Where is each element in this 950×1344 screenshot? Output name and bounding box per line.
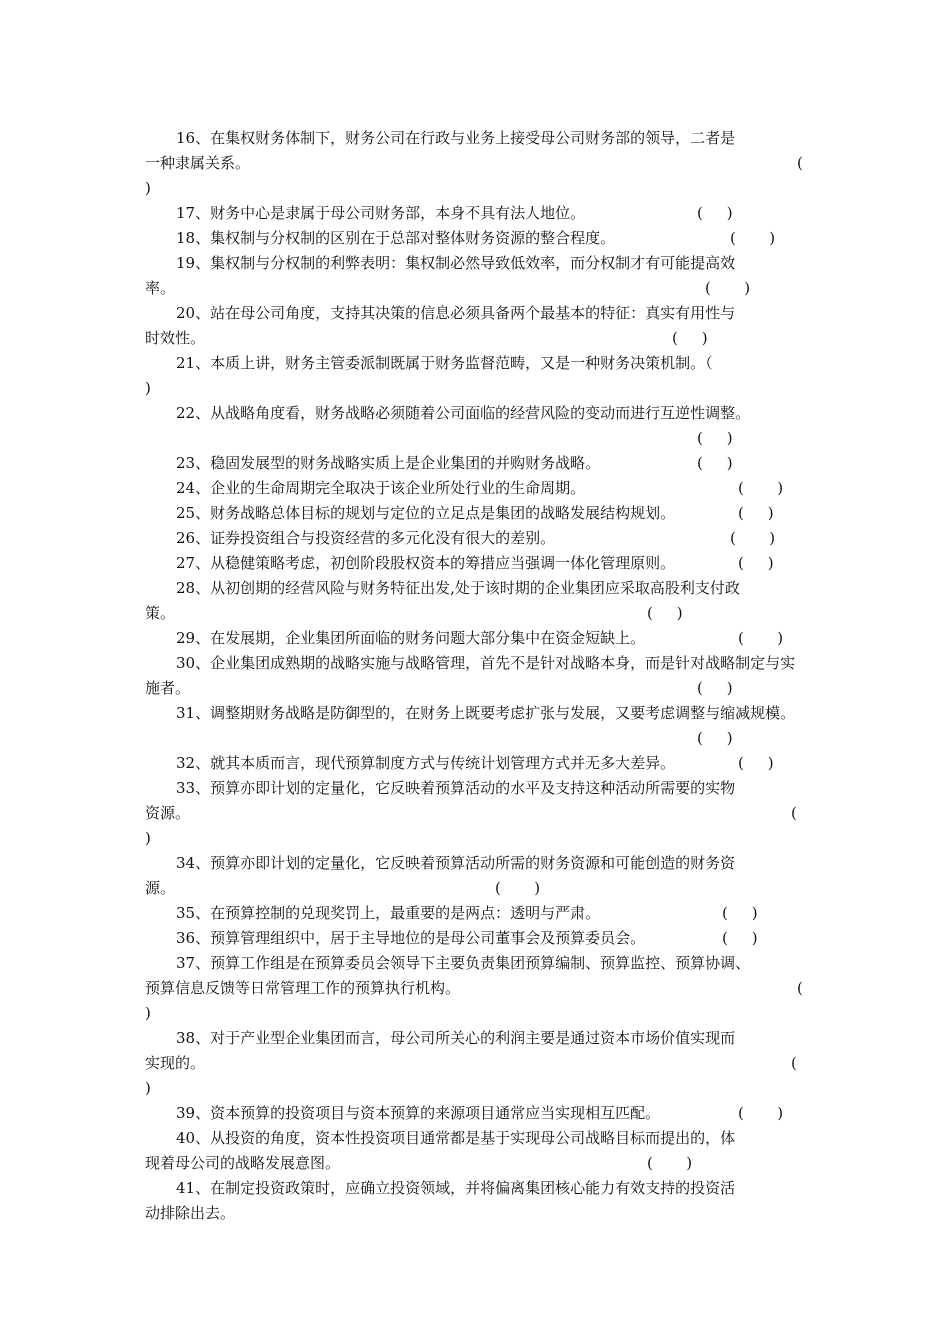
text-line: 38、对于产业型企业集团而言，母公司所关心的利润主要是通过资本市场价值实现而 bbox=[176, 1029, 736, 1047]
text-line: 23、稳固发展型的财务战略实质上是企业集团的并购财务战略。 bbox=[176, 454, 601, 472]
answer-bracket: ( ) bbox=[697, 204, 733, 222]
text-line: 一种隶属关系。 bbox=[145, 154, 251, 172]
answer-bracket: ( ) bbox=[495, 879, 541, 897]
text-line: 时效性。 bbox=[145, 329, 206, 347]
text-line: 37、预算工作组是在预算委员会领导下主要负责集团预算编制、预算监控、预算协调、 bbox=[176, 954, 751, 972]
answer-bracket: ( ) bbox=[738, 479, 784, 497]
answer-bracket: ( ) bbox=[738, 629, 784, 647]
answer-bracket: ( ) bbox=[738, 754, 774, 772]
text-line: 36、预算管理组织中，居于主导地位的是母公司董事会及预算委员会。 bbox=[176, 929, 646, 947]
answer-bracket: ) bbox=[145, 179, 151, 197]
answer-bracket: ( ) bbox=[697, 679, 733, 697]
answer-bracket: ) bbox=[145, 1079, 151, 1097]
text-line: 施者。 bbox=[145, 679, 191, 697]
text-line: 32、就其本质而言，现代预算制度方式与传统计划管理方式并无多大差异。 bbox=[176, 754, 676, 772]
text-line: 资源。 bbox=[145, 804, 191, 822]
text-line: 18、集权制与分权制的区别在于总部对整体财务资源的整合程度。 bbox=[176, 229, 616, 247]
text-line: 现着母公司的战略发展意图。 bbox=[145, 1154, 341, 1172]
text-line: 26、证券投资组合与投资经营的多元化没有很大的差别。 bbox=[176, 529, 556, 547]
answer-bracket: ( ) bbox=[738, 554, 774, 572]
text-line: 39、资本预算的投资项目与资本预算的来源项目通常应当实现相互匹配。 bbox=[176, 1104, 661, 1122]
answer-bracket: ( ) bbox=[672, 329, 708, 347]
answer-bracket: ) bbox=[145, 1004, 151, 1022]
text-line: 20、站在母公司角度，支持其决策的信息必须具备两个最基本的特征：真实有用性与 bbox=[176, 304, 736, 322]
answer-bracket: ( ) bbox=[738, 1104, 784, 1122]
answer-bracket: ( bbox=[797, 979, 803, 997]
text-line: 25、财务战略总体目标的规划与定位的立足点是集团的战略发展结构规划。 bbox=[176, 504, 676, 522]
text-line: 27、从稳健策略考虑，初创阶段股权资本的筹措应当强调一体化管理原则。 bbox=[176, 554, 676, 572]
text-line: 41、在制定投资政策时，应确立投资领域，并将偏离集团核心能力有效支持的投资活 bbox=[176, 1179, 736, 1197]
text-line: 22、从战略角度看，财务战略必须随着公司面临的经营风险的变动而进行互逆性调整。 bbox=[176, 404, 751, 422]
answer-bracket: ( ) bbox=[647, 604, 683, 622]
text-line: 策。 bbox=[145, 604, 176, 622]
text-line: 33、预算亦即计划的定量化，它反映着预算活动的水平及支持这种活动所需要的实物 bbox=[176, 779, 736, 797]
answer-bracket: ) bbox=[145, 379, 151, 397]
text-line: 源。 bbox=[145, 879, 176, 897]
answer-bracket: ) bbox=[145, 829, 151, 847]
answer-bracket: ( ) bbox=[738, 504, 774, 522]
answer-bracket: ( ) bbox=[730, 529, 776, 547]
answer-bracket: ( ) bbox=[705, 279, 751, 297]
text-line: 率。 bbox=[145, 279, 176, 297]
text-line: 17、财务中心是隶属于母公司财务部，本身不具有法人地位。 bbox=[176, 204, 586, 222]
text-line: 24、企业的生命周期完全取决于该企业所处行业的生命周期。 bbox=[176, 479, 586, 497]
answer-bracket: ( ) bbox=[697, 729, 733, 747]
text-line: 实现的。 bbox=[145, 1054, 206, 1072]
text-line: 31、调整期财务战略是防御型的，在财务上既要考虑扩张与发展，又要考虑调整与缩减规模。 bbox=[176, 704, 796, 722]
text-line: 35、在预算控制的兑现奖罚上，最重要的是两点：透明与严肃。 bbox=[176, 904, 601, 922]
answer-bracket: ( ) bbox=[697, 454, 733, 472]
text-line: 19、集权制与分权制的利弊表明：集权制必然导致低效率，而分权制才有可能提高效 bbox=[176, 254, 736, 272]
answer-bracket: ( ) bbox=[647, 1154, 693, 1172]
text-line: 30、企业集团成熟期的战略实施与战略管理，首先不是针对战略本身，而是针对战略制定与实 bbox=[176, 654, 796, 672]
text-line: 29、在发展期，企业集团所面临的财务问题大部分集中在资金短缺上。 bbox=[176, 629, 646, 647]
text-line: 28、从初创期的经营风险与财务特征出发,处于该时期的企业集团应采取高股利支付政 bbox=[176, 579, 740, 597]
text-line: 34、预算亦即计划的定量化，它反映着预算活动所需的财务资源和可能创造的财务资 bbox=[176, 854, 736, 872]
text-line: 40、从投资的角度，资本性投资项目通常都是基于实现母公司战略目标而提出的，体 bbox=[176, 1129, 736, 1147]
answer-bracket: ( bbox=[791, 804, 797, 822]
answer-bracket: ( bbox=[791, 1054, 797, 1072]
text-line: 16、在集权财务体制下，财务公司在行政与业务上接受母公司财务部的领导，二者是 bbox=[176, 129, 736, 147]
answer-bracket: ( ) bbox=[722, 929, 758, 947]
text-line: 动排除出去。 bbox=[145, 1204, 236, 1222]
answer-bracket: ( ) bbox=[722, 904, 758, 922]
answer-bracket: ( ) bbox=[730, 229, 776, 247]
text-line: 预算信息反馈等日常管理工作的预算执行机构。 bbox=[145, 979, 461, 997]
text-line: 21、本质上讲，财务主管委派制既属于财务监督范畴，又是一种财务决策机制。（ bbox=[176, 354, 713, 372]
answer-bracket: ( ) bbox=[697, 429, 733, 447]
answer-bracket: ( bbox=[797, 154, 803, 172]
